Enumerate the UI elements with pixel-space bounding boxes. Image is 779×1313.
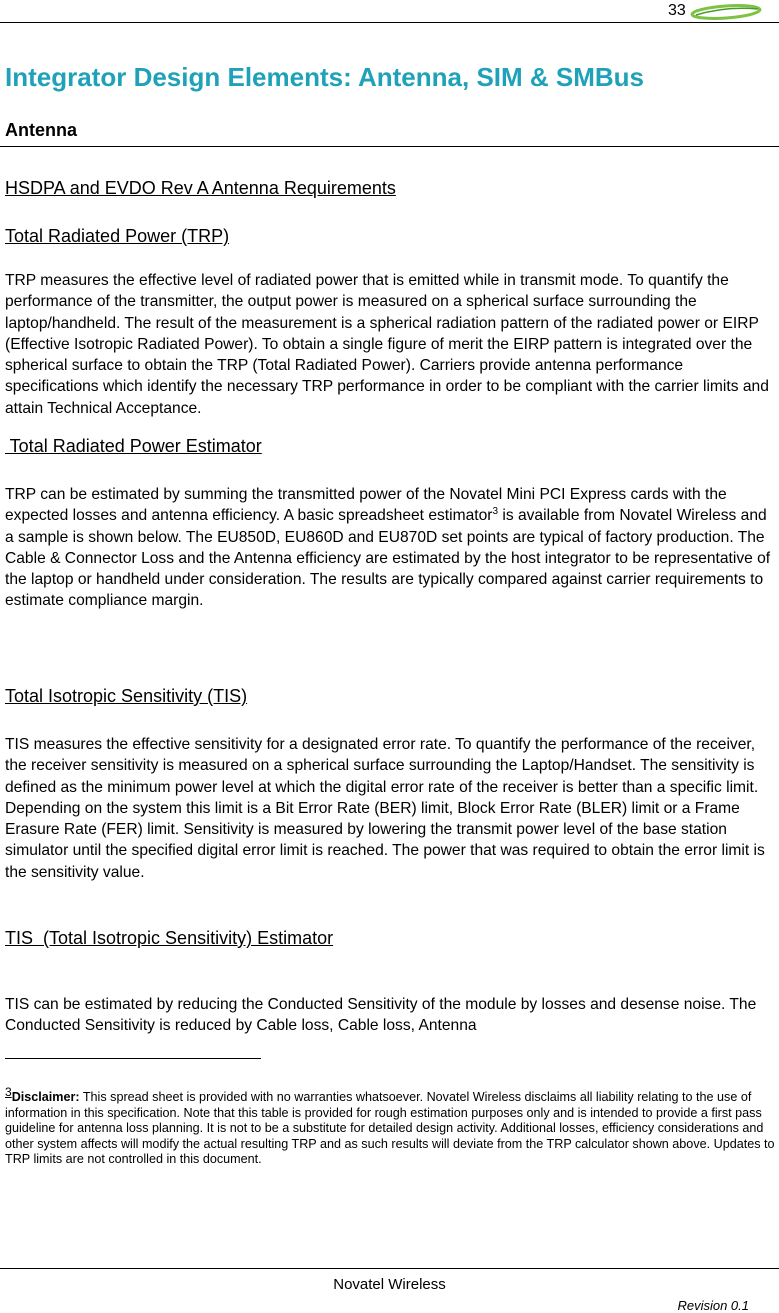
footer-rule xyxy=(0,1268,779,1269)
trp-estimator-text-a: TRP can be estimated by summing the transmitted power of the Novatel Mini PCI Express cards with the expected losses and antenna efficiency. A basic spreadsheet estimator xyxy=(5,486,727,525)
footnote xyxy=(5,1085,775,1168)
trp-estimator-text-b: is available from Novatel Wireless and a sample is shown below. The EU850D, EU860D and EU870D set points are typical of factory production. The Cable & Connector Loss and the Antenna efficiency are estimated by the host integrator to be representative of the laptop or handheld under consideration. The results are typically compared against carrier requirements to estimate compliance margin. xyxy=(5,507,771,610)
footer-revision: Revision 0.1 xyxy=(677,1298,749,1313)
footnote-label: Disclaimer: xyxy=(11,1090,80,1104)
header-rule xyxy=(0,22,779,23)
page-title: Integrator Design Elements: Antenna, SIM & SMBus xyxy=(5,62,645,92)
section-title: Antenna xyxy=(5,120,77,140)
footer-company: Novatel Wireless xyxy=(333,1276,446,1293)
novatel-logo-swoosh-icon xyxy=(690,2,762,22)
footnote-reference[interactable]: 3 xyxy=(492,506,499,518)
heading-trp-estimator: Total Radiated Power Estimator xyxy=(5,436,262,456)
paragraph-trp-estimator xyxy=(5,484,773,612)
heading-antenna-requirements: HSDPA and EVDO Rev A Antenna Requirements xyxy=(5,178,396,198)
paragraph-tis-estimator: TIS can be estimated by reducing the Conducted Sensitivity of the module by losses and desense noise. The Conducted Sensitivity is reduced by Cable loss, Cable loss, Antenna xyxy=(5,996,757,1035)
heading-trp: Total Radiated Power (TRP) xyxy=(5,226,230,246)
section-rule xyxy=(0,146,779,147)
paragraph-trp: TRP measures the effective level of radiated power that is emitted while in transmit mode. To quantify the performance of the transmitter, the output power is measured on a spherical surface surrounding the laptop/handheld. The result of the measurement is a spherical radiation pattern of the radiated power or EIRP (Effective Isotropic Radiated Power). To obtain a single figure of merit the EIRP pattern is integrated over the spherical surface to obtain the TRP (Total Radiated Power). Carriers provide antenna performance specifications which identify the necessary TRP performance in order to be compliant with the carrier limits and attain Technical Acceptance. xyxy=(5,272,769,417)
heading-tis: Total Isotropic Sensitivity (TIS) xyxy=(5,686,248,706)
footnote-text: This spread sheet is provided with no warranties whatsoever. Novatel Wireless disclaims all liability relating to the use of information in this specification. Note that this table is provided for rough estimation purposes only and is intended to provide a first pass guideline for antenna loss planning. It is not to be a substitute for detailed design activity. Additional losses, efficiency considerations and other system affects will modify the actual resulting TRP and as such results will deviate from the TRP calculator shown above. Updates to TRP limits are not controlled in this document. xyxy=(5,1090,775,1167)
paragraph-tis: TIS measures the effective sensitivity for a designated error rate. To quantify the performance of the receiver, the receiver sensitivity is measured on a spherical surface surrounding the Laptop/Handset. The sensitivity is defined as the minimum power level at which the digital error rate of the receiver is better than a specific limit. Depending on the system this limit is a Bit Error Rate (BER) limit, Block Error Rate (BLER) limit or a Frame Erasure Rate (FER) limit. Sensitivity is measured by lowering the transmit power level of the base station simulator until the specified digital error limit is reached. The power that was required to obtain the error limit is the sensitivity value. xyxy=(5,736,765,881)
footnote-rule xyxy=(5,1058,261,1059)
page-number: 33 xyxy=(668,2,686,19)
footnote-mark: 3 xyxy=(5,1085,12,1099)
heading-tis-estimator: TIS (Total Isotropic Sensitivity) Estimator xyxy=(5,928,334,948)
